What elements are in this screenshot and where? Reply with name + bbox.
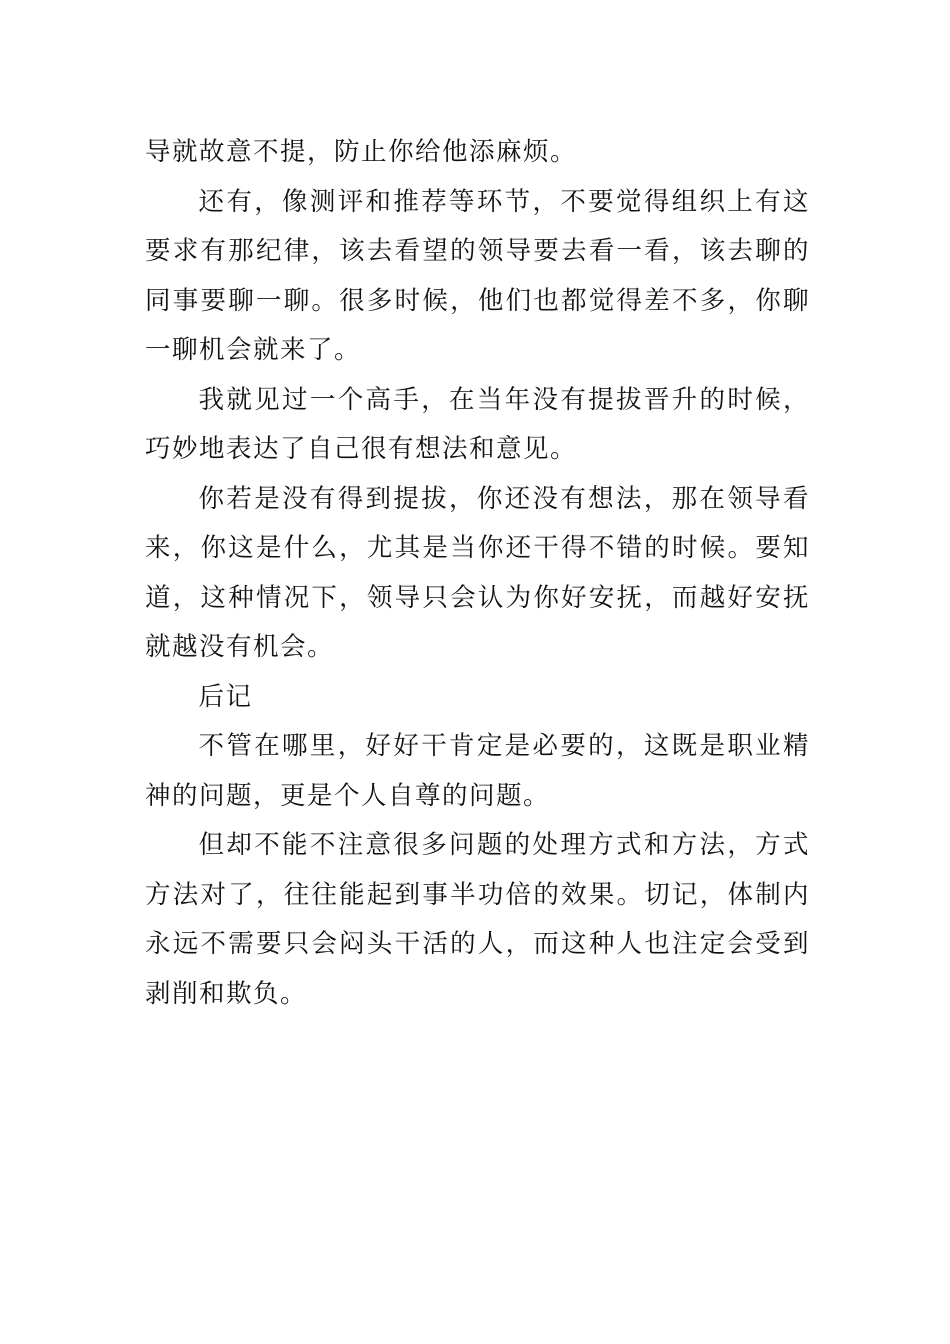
paragraph-evaluation-advice: 还有，像测评和推荐等环节，不要觉得组织上有这要求有那纪律，该去看望的领导要去看一看，该去聊的同事要聊一聊。很多时候，他们也都觉得差不多，你聊一聊机会就来了。	[145, 186, 810, 365]
section-heading-postscript: 后记	[198, 681, 253, 712]
paragraph-no-promotion: 你若是没有得到提拔，你还没有想法，那在领导看来，你这是什么，尤其是当你还干得不错的时候。要知道，这种情况下，领导只会认为你好安抚，而越好安抚就越没有机会。	[145, 483, 810, 662]
document-body	[145, 128, 810, 1019]
paragraph-expert-example: 我就见过一个高手，在当年没有提拔晋升的时候，巧妙地表达了自己很有想法和意见。	[145, 384, 810, 464]
paragraph-work-hard: 不管在哪里，好好干肯定是必要的，这既是职业精神的问题，更是个人自尊的问题。	[145, 731, 810, 811]
paragraph-continuation: 导就故意不提，防止你给他添麻烦。	[145, 137, 578, 167]
paragraph-conclusion: 但却不能不注意很多问题的处理方式和方法，方式方法对了，往往能起到事半功倍的效果。切记，体制内永远不需要只会闷头干活的人，而这种人也注定会受到剥削和欺负。	[145, 830, 810, 1009]
